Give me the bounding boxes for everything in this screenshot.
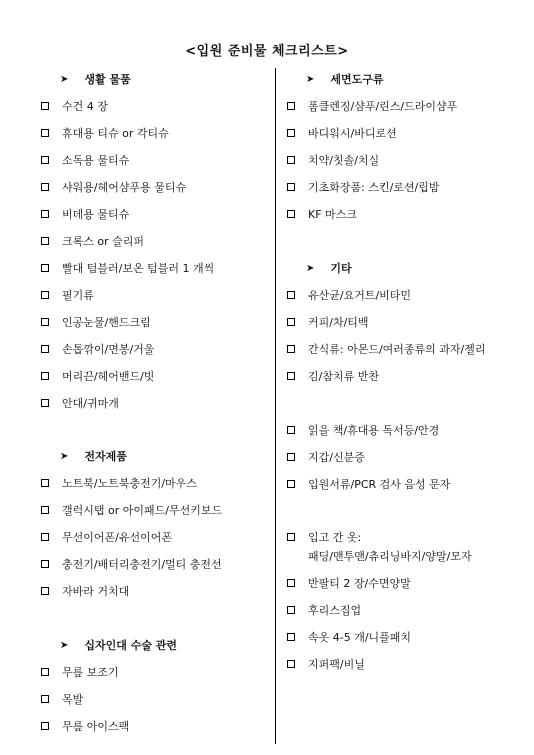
checklist-item bbox=[41, 231, 144, 251]
checkbox-icon[interactable] bbox=[287, 606, 295, 614]
section-heading-label: 전자제품 bbox=[84, 450, 127, 463]
arrow-bullet-icon: ➤ bbox=[60, 73, 69, 85]
checklist-item bbox=[41, 527, 172, 547]
checkbox-icon[interactable] bbox=[287, 480, 295, 488]
arrow-bullet-icon: ➤ bbox=[306, 262, 315, 274]
checklist-item-label: 반팔티 2 장/수면양말 bbox=[308, 577, 411, 590]
section-heading-toiletries bbox=[306, 69, 384, 89]
checklist-item-label: 인공눈물/핸드크림 bbox=[62, 316, 151, 329]
checkbox-icon[interactable] bbox=[41, 129, 49, 137]
checklist-item bbox=[287, 204, 357, 224]
checklist-item-label: 소독용 물티슈 bbox=[62, 154, 130, 167]
column-divider bbox=[275, 68, 276, 744]
checklist-item-label: 안대/귀마개 bbox=[62, 397, 119, 410]
checkbox-icon[interactable] bbox=[287, 426, 295, 434]
checklist-item-label: 지갑/신분증 bbox=[308, 451, 365, 464]
checklist-item-label: 휴대용 티슈 or 각티슈 bbox=[62, 127, 169, 140]
checklist-item-label: 바디워시/바디로션 bbox=[308, 127, 397, 140]
checkbox-icon[interactable] bbox=[41, 695, 49, 703]
checkbox-icon[interactable] bbox=[41, 237, 49, 245]
checklist-item bbox=[287, 285, 411, 305]
checklist-item bbox=[41, 177, 186, 197]
checkbox-icon[interactable] bbox=[41, 291, 49, 299]
checklist-item bbox=[41, 500, 222, 520]
checklist-item-label: KF 마스크 bbox=[308, 208, 357, 221]
checklist-item bbox=[41, 258, 214, 278]
checklist-item bbox=[41, 581, 129, 601]
checklist-item bbox=[287, 654, 365, 674]
page-title: <입원 준비물 체크리스트> bbox=[185, 44, 349, 59]
checklist-item bbox=[287, 420, 439, 440]
checklist-item-label: 자바라 거치대 bbox=[62, 585, 130, 598]
checklist-item-continuation bbox=[287, 546, 472, 566]
checklist-item-label: 충전기/배터리충전기/멀티 충전선 bbox=[62, 558, 222, 571]
checkbox-icon[interactable] bbox=[287, 453, 295, 461]
checkbox-icon[interactable] bbox=[41, 318, 49, 326]
checkbox-icon[interactable] bbox=[41, 533, 49, 541]
checklist-item-label: 읽을 책/휴대용 독서등/안경 bbox=[308, 424, 440, 437]
checklist-item bbox=[287, 96, 457, 116]
checklist-item-label: 크록스 or 슬리퍼 bbox=[62, 235, 145, 248]
checklist-item bbox=[41, 312, 151, 332]
checkbox-icon[interactable] bbox=[287, 210, 295, 218]
checklist-item-label: 입고 간 옷: bbox=[308, 531, 362, 544]
checklist-item bbox=[41, 554, 222, 574]
checklist-item bbox=[287, 474, 450, 494]
checklist-item-label: 폼클렌징/샴푸/린스/드라이샴푸 bbox=[308, 100, 458, 113]
checklist-item-label: 필기류 bbox=[62, 289, 94, 302]
checklist-item bbox=[287, 573, 411, 593]
section-heading-others bbox=[306, 258, 352, 278]
checklist-item-label: 수건 4 장 bbox=[62, 100, 108, 113]
checklist-item-label: 노트북/노트북충전기/마우스 bbox=[62, 477, 197, 490]
checkbox-icon[interactable] bbox=[287, 156, 295, 164]
checklist-item bbox=[41, 689, 83, 709]
arrow-bullet-icon: ➤ bbox=[60, 639, 69, 651]
checklist-item bbox=[41, 204, 129, 224]
checkbox-icon[interactable] bbox=[287, 102, 295, 110]
checklist-item-label: 무릎 아이스팩 bbox=[62, 720, 130, 733]
checkbox-icon[interactable] bbox=[287, 633, 295, 641]
checklist-item bbox=[41, 393, 119, 413]
checklist-item bbox=[287, 366, 379, 386]
checkbox-icon[interactable] bbox=[41, 372, 49, 380]
checklist-item bbox=[287, 447, 365, 467]
checklist-item bbox=[287, 627, 411, 647]
checklist-item-label: 속옷 4-5 개/니플패치 bbox=[308, 631, 412, 644]
checklist-item bbox=[41, 366, 154, 386]
checklist-item-label: 기초화장품: 스킨/로션/립밤 bbox=[308, 181, 440, 194]
checklist-item bbox=[287, 600, 361, 620]
checklist-item-label: 갤럭시탭 or 아이패드/무선키보드 bbox=[62, 504, 223, 517]
checkbox-icon[interactable] bbox=[41, 587, 49, 595]
checklist-item-label: 치약/칫솔/치실 bbox=[308, 154, 380, 167]
checkbox-icon[interactable] bbox=[41, 156, 49, 164]
section-heading-electronics bbox=[60, 446, 127, 466]
checklist-item bbox=[41, 150, 129, 170]
section-heading-label: 세면도구류 bbox=[330, 73, 384, 86]
section-heading-label: 기타 bbox=[330, 262, 352, 275]
checklist-item-label: 간식류: 아몬드/여러종류의 과자/젤리 bbox=[308, 343, 486, 356]
checklist-item bbox=[41, 285, 94, 305]
checkbox-icon[interactable] bbox=[41, 722, 49, 730]
checkbox-icon[interactable] bbox=[41, 479, 49, 487]
section-heading-living-supplies bbox=[60, 69, 131, 89]
checklist-item bbox=[287, 339, 486, 359]
checklist-item bbox=[41, 716, 129, 736]
checkbox-icon[interactable] bbox=[41, 506, 49, 514]
checklist-item-label: 입원서류/PCR 검사 음성 문자 bbox=[308, 478, 451, 491]
checkbox-icon[interactable] bbox=[41, 668, 49, 676]
checkbox-icon[interactable] bbox=[41, 210, 49, 218]
checklist-item-label: 지퍼팩/비닐 bbox=[308, 658, 365, 671]
checklist-item-label: 커피/차/티백 bbox=[308, 316, 369, 329]
checklist-item-label: 유산균/요거트/비타민 bbox=[308, 289, 412, 302]
checkbox-icon[interactable] bbox=[287, 318, 295, 326]
arrow-bullet-icon: ➤ bbox=[306, 73, 315, 85]
checkbox-icon[interactable] bbox=[287, 579, 295, 587]
checklist-item bbox=[41, 96, 108, 116]
checklist-item bbox=[41, 339, 154, 359]
checklist-item bbox=[41, 662, 119, 682]
checklist-item bbox=[287, 123, 397, 143]
checkbox-icon[interactable] bbox=[287, 372, 295, 380]
checkbox-icon[interactable] bbox=[287, 183, 295, 191]
checklist-item-label: 빨대 텀블러/보온 텀블러 1 개씩 bbox=[62, 262, 215, 275]
checklist-item bbox=[287, 527, 361, 547]
checklist-item-label: 후리스집업 bbox=[308, 604, 362, 617]
checklist-item-label: 무선이어폰/유선이어폰 bbox=[62, 531, 172, 544]
section-heading-label: 생활 물품 bbox=[84, 73, 131, 86]
checkbox-icon[interactable] bbox=[41, 399, 49, 407]
checklist-item-label: 머리끈/헤어밴드/빗 bbox=[62, 370, 155, 383]
checkbox-icon[interactable] bbox=[287, 129, 295, 137]
checklist-item-label: 목발 bbox=[62, 693, 84, 706]
checklist-item bbox=[41, 123, 169, 143]
checkbox-icon[interactable] bbox=[287, 345, 295, 353]
section-heading-label: 십자인대 수술 관련 bbox=[84, 639, 178, 652]
checkbox-icon[interactable] bbox=[41, 102, 49, 110]
checkbox-icon[interactable] bbox=[41, 264, 49, 272]
section-heading-acl-surgery bbox=[60, 635, 177, 655]
checklist-item-label: 김/참치류 반찬 bbox=[308, 370, 379, 383]
checklist-item-label: 비데용 물티슈 bbox=[62, 208, 130, 221]
checklist-item bbox=[287, 312, 369, 332]
checkbox-icon[interactable] bbox=[287, 291, 295, 299]
checklist-item-label: 패딩/맨투맨/츄리닝바지/양말/모자 bbox=[308, 550, 472, 563]
checkbox-icon[interactable] bbox=[287, 533, 295, 541]
checklist-item bbox=[287, 150, 379, 170]
checkbox-icon[interactable] bbox=[287, 660, 295, 668]
checkbox-icon[interactable] bbox=[41, 345, 49, 353]
checkbox-icon[interactable] bbox=[41, 560, 49, 568]
checklist-item-label: 무릎 보조기 bbox=[62, 666, 119, 679]
checklist-item bbox=[41, 473, 197, 493]
checklist-item-label: 샤워용/헤어샴푸용 물티슈 bbox=[62, 181, 187, 194]
checklist-item-label: 손톱깎이/면봉/거울 bbox=[62, 343, 155, 356]
checkbox-icon[interactable] bbox=[41, 183, 49, 191]
checklist-item bbox=[287, 177, 440, 197]
arrow-bullet-icon: ➤ bbox=[60, 450, 69, 462]
